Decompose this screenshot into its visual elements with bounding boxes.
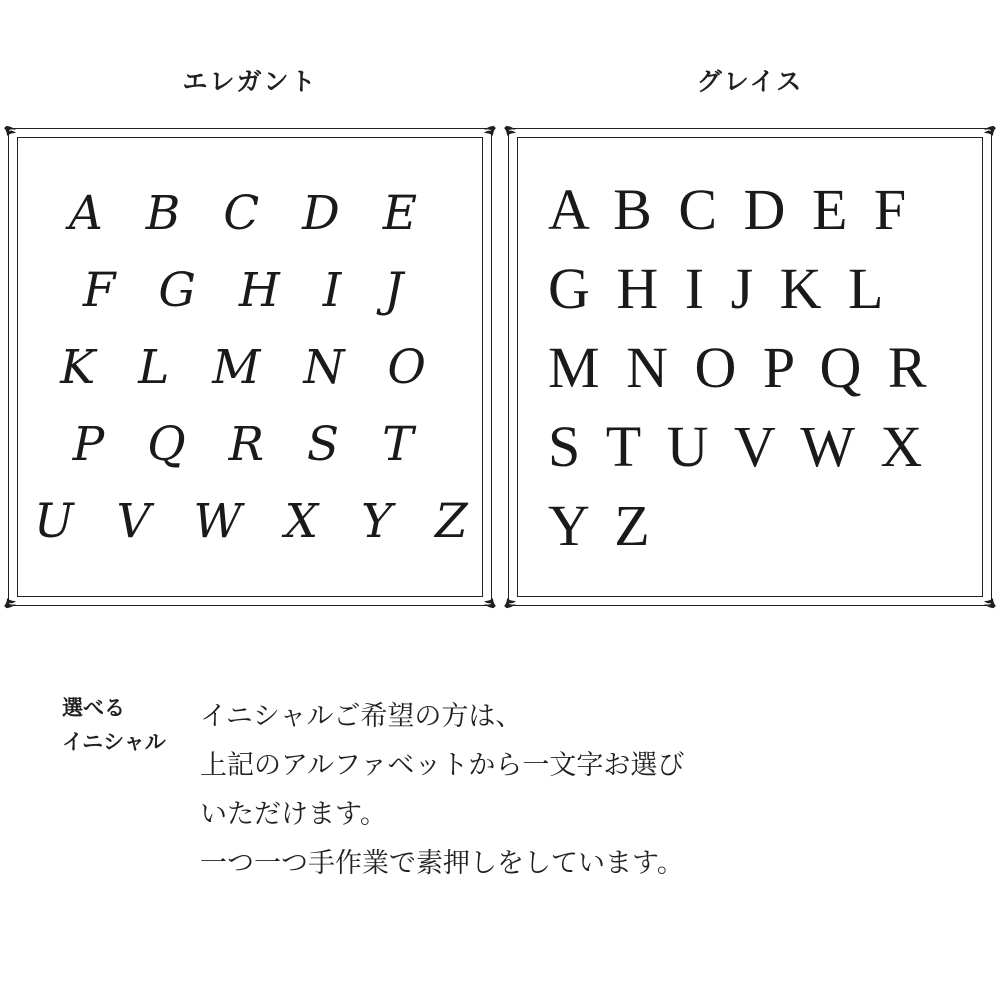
alphabet-panel-elegant — [8, 128, 492, 606]
alphabet-row: K L M N O — [60, 339, 440, 395]
alphabet-row: G H I J K L — [548, 255, 890, 321]
alphabet-row: A B C D E — [68, 185, 432, 241]
description-line: いただけます。 — [200, 799, 387, 829]
alphabet-row: S T U V W X — [548, 413, 929, 479]
panel-title-elegant: エレガント — [182, 68, 318, 96]
corner-ornament-icon — [4, 124, 30, 150]
description-label-line1: 選べる — [62, 697, 125, 720]
corner-ornament-icon — [4, 584, 30, 610]
corner-ornament-icon — [470, 124, 496, 150]
corner-ornament-icon — [504, 584, 530, 610]
alphabet-panels — [8, 128, 992, 606]
description-label-line2: イニシャル — [62, 731, 166, 754]
alphabet-list-grace — [534, 150, 966, 584]
description-label — [0, 692, 200, 760]
panel-headings — [0, 62, 1000, 98]
description-text — [200, 692, 1000, 888]
alphabet-row: U V W X Y Z — [34, 493, 482, 549]
alphabet-row: M N O P Q R — [548, 334, 933, 400]
alphabet-row: A B C D E F — [548, 176, 913, 242]
alphabet-row: Y Z — [548, 492, 656, 558]
description-line: 一つ一つ手作業で素押しをしています。 — [200, 848, 684, 878]
corner-ornament-icon — [970, 124, 996, 150]
description-line: イニシャルご希望の方は、 — [200, 701, 523, 731]
alphabet-panel-grace — [508, 128, 992, 606]
corner-ornament-icon — [504, 124, 530, 150]
alphabet-list-elegant — [34, 150, 482, 584]
corner-ornament-icon — [470, 584, 496, 610]
corner-ornament-icon — [970, 584, 996, 610]
alphabet-row: F G H I J — [82, 262, 418, 318]
panel-title-grace: グレイス — [696, 68, 804, 96]
alphabet-row: P Q R S T — [72, 416, 428, 472]
description-line: 上記のアルファベットから一文字お選び — [200, 750, 685, 780]
description-block — [0, 692, 1000, 888]
